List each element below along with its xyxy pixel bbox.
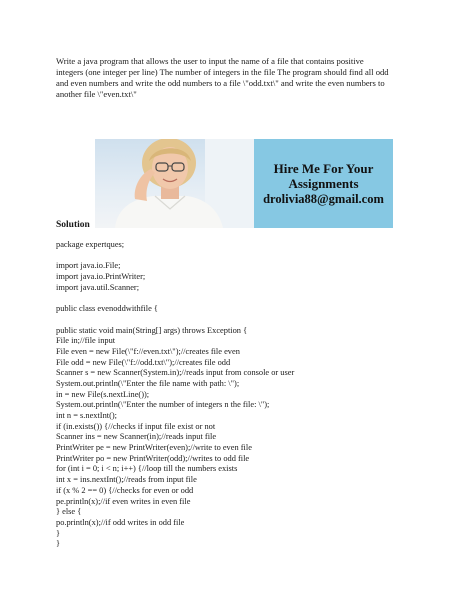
ad-subheadline: Assignments (288, 175, 359, 191)
woman-portrait-illustration (95, 139, 254, 228)
code-line: import java.io.PrintWriter; (56, 272, 146, 282)
code-line: if (in.exists()) {//checks if input file exist or not (56, 421, 216, 431)
solution-heading: Solution (56, 220, 90, 230)
code-line: } (56, 528, 61, 538)
code-line: File in;//file input (56, 336, 116, 346)
code-line (56, 251, 436, 262)
code-line: PrintWriter pe = new PrintWriter(even);//write to even file (56, 443, 252, 453)
ad-headline: Hire Me For Your (273, 160, 374, 176)
code-line: File even = new File(\"f://even.txt\");//creates file even (56, 346, 240, 356)
ad-banner[interactable] (95, 139, 393, 228)
code-line: for (int i = 0; i < n; i++) {//loop till the numbers exists (56, 464, 238, 474)
code-line: public static void main(String[] args) throws Exception { (56, 325, 248, 335)
ad-text-panel (254, 139, 393, 228)
question-line: integers (one integer per line) The number of integers in the file The program should find all odd (56, 67, 389, 77)
code-line: Scanner s = new Scanner(System.in);//reads input from console or user (56, 368, 295, 378)
code-line: pe.println(x);//if even writes in even file (56, 496, 191, 506)
code-line: PrintWriter po = new PrintWriter(odd);//writes to odd file (56, 453, 250, 463)
question-text (56, 56, 426, 100)
code-line (56, 293, 436, 304)
code-line: } else { (56, 507, 82, 517)
code-line: } (56, 539, 61, 549)
question-line: another file \"even.txt\" (56, 89, 137, 99)
code-line: import java.util.Scanner; (56, 282, 140, 292)
code-line (56, 315, 436, 326)
code-line: import java.io.File; (56, 261, 121, 271)
question-line: Write a java program that allows the user to input the name of a file that contains positive (56, 56, 364, 66)
code-line: System.out.println(\"Enter the number of integers n the file: \"); (56, 400, 270, 410)
code-line: int x = ins.nextInt();//reads from input file (56, 475, 197, 485)
code-line: public class evenoddwithfile { (56, 304, 158, 314)
code-listing (56, 240, 436, 550)
code-line: if (x % 2 == 0) {//checks for even or odd (56, 485, 194, 495)
code-line: int n = s.nextInt(); (56, 411, 118, 420)
code-line: package expertques; (56, 240, 125, 249)
code-line: po.println(x);//if odd writes in odd file (56, 517, 185, 527)
code-line: System.out.println(\"Enter the file name with path: \"); (56, 378, 240, 388)
ad-email[interactable]: drolivia88@gmail.com (263, 191, 384, 206)
code-line: in = new File(s.nextLine()); (56, 389, 150, 399)
code-line: Scanner ins = new Scanner(in);//reads input file (56, 432, 217, 442)
woman-photo (95, 139, 254, 228)
code-line: File odd = new File(\"f://odd.txt\");//creates file odd (56, 357, 231, 367)
question-line: and even numbers and write the odd numbers to a file \"odd.txt\" and write the even numbers to (56, 78, 385, 88)
